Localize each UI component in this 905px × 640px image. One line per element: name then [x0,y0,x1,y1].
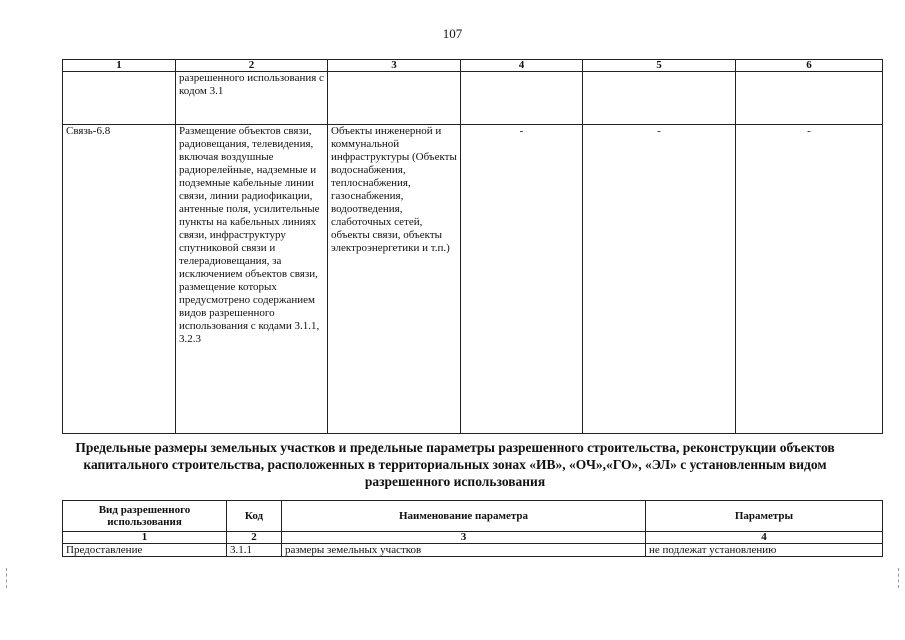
top-table-header-5: 5 [583,60,736,72]
table-cell: 3.1.1 [227,544,282,557]
auxiliary-objects-cell: Объекты инженерной и коммунальной инфраструктуры (Объекты водоснабжения, теплоснабжения, газоснабжения, водоотведения, слаботочных сетей, объекты связи, объекты электроэнергетики и т.п.) [328,125,461,434]
top-table-header-6: 6 [736,60,883,72]
table-cell [63,72,176,125]
scan-edge-mark-right [898,568,900,588]
parameters-table-header-row [63,501,883,532]
section-title: Предельные размеры земельных участков и предельные параметры разрешенного строительства, реконструкции объектов капитального строительства, расположенных в территориальных зонах «ИВ», «ОЧ»,«ГО», «ЭЛ» с установленным видом разрешенного использования [75,440,835,489]
table-row [63,125,883,434]
table-cell [328,72,461,125]
parameters-header-name: Наименование параметра [282,501,646,532]
parameters-table [62,500,883,557]
parameters-header-params: Параметры [646,501,883,532]
top-table-header-4: 4 [461,60,583,72]
scan-edge-mark-left [6,568,8,588]
page-number: 107 [442,26,463,41]
table-cell: - [583,125,736,434]
top-table [62,59,883,434]
table-cell: - [461,125,583,434]
table-cell: разрешенного использования с кодом 3.1 [176,72,328,125]
parameters-number-3: 3 [282,532,646,544]
table-cell [461,72,583,125]
table-cell [736,72,883,125]
land-use-description-cell: Размещение объектов связи, радиовещания, телевидения, включая воздушные радиорелейные, надземные и подземные кабельные линии связи, линии радиофикации, антенные поля, усилительные пункты на кабельных линиях связи, инфраструктуру спутниковой связи и телерадиовещания, за исключением объектов связи, размещение которых предусмотрено содержанием видов разрешенного использования с кодами 3.1.1, 3.2.3 [176,125,328,434]
table-cell: не подлежат установлению [646,544,883,557]
table-cell: размеры земельных участков [282,544,646,557]
table-row [63,72,883,125]
parameters-number-1: 1 [63,532,227,544]
parameters-number-2: 2 [227,532,282,544]
parameters-header-use-type: Вид разрешенного использования [63,501,227,532]
table-row [63,544,883,557]
table-cell: - [736,125,883,434]
table-cell [583,72,736,125]
top-table-header-2: 2 [176,60,328,72]
top-table-header-3: 3 [328,60,461,72]
top-table-header-row [63,60,883,72]
land-use-type-cell: Связь-6.8 [63,125,176,434]
table-cell: Предоставление [63,544,227,557]
parameters-table-number-row [63,532,883,544]
parameters-header-code: Код [227,501,282,532]
parameters-number-4: 4 [646,532,883,544]
top-table-header-1: 1 [63,60,176,72]
